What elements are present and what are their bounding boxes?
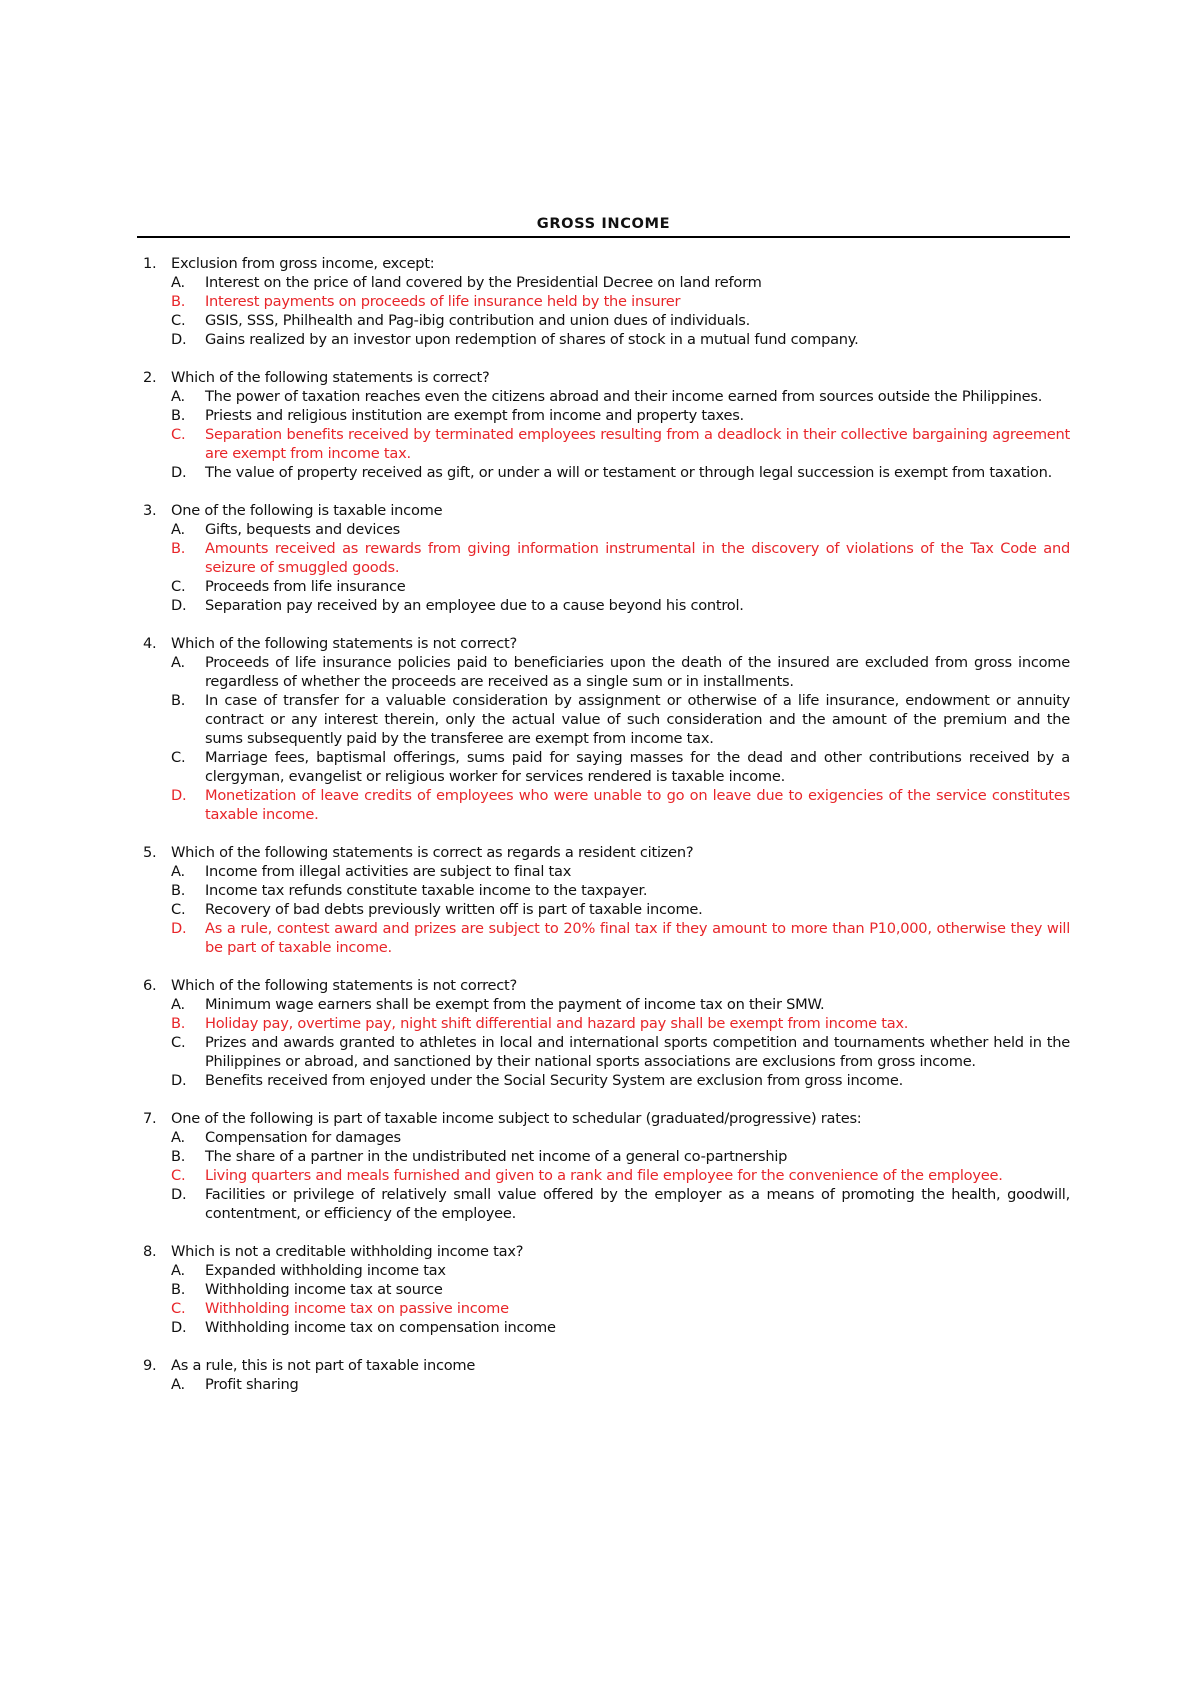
option-text: Proceeds of life insurance policies paid to beneficiaries upon the death of the insured are excluded from gross income regardless of whether the proceeds are received as a single sum or in installments.: [205, 654, 1070, 690]
answer-option-correct: [171, 1166, 1070, 1185]
option-letter: D.: [171, 1319, 187, 1336]
question-line: [137, 976, 1070, 995]
answer-option: [171, 653, 1070, 691]
answer-option-correct: [171, 1014, 1070, 1033]
question-line: [137, 634, 1070, 653]
answer-option: [171, 273, 1070, 292]
question-item: [137, 843, 1070, 957]
option-letter: C.: [171, 749, 186, 766]
option-text: The power of taxation reaches even the citizens abroad and their income earned from sources outside the Philippines.: [205, 388, 1043, 405]
option-letter: C.: [171, 426, 186, 443]
option-letter: D.: [171, 1072, 187, 1089]
option-text: Separation pay received by an employee due to a cause beyond his control.: [205, 597, 744, 614]
option-text: Separation benefits received by terminated employees resulting from a deadlock in their collective bargaining agreement are exempt from income tax.: [205, 426, 1070, 462]
option-text: Profit sharing: [205, 1376, 299, 1393]
option-text: Living quarters and meals furnished and given to a rank and file employee for the convenience of the employee.: [205, 1167, 1003, 1184]
option-text: Proceeds from life insurance: [205, 578, 406, 595]
option-letter: B.: [171, 692, 186, 709]
question-text: As a rule, this is not part of taxable income: [171, 1357, 476, 1374]
option-letter: C.: [171, 312, 186, 329]
answer-option: [171, 406, 1070, 425]
question-number: 3.: [143, 502, 157, 519]
option-text: Monetization of leave credits of employees who were unable to go on leave due to exigencies of the service constitutes taxable income.: [205, 787, 1070, 823]
answer-option: [171, 1261, 1070, 1280]
option-text: Minimum wage earners shall be exempt from the payment of income tax on their SMW.: [205, 996, 825, 1013]
answer-option: [171, 1375, 1070, 1394]
option-letter: B.: [171, 1148, 186, 1165]
option-letter: A.: [171, 654, 185, 671]
option-text: Prizes and awards granted to athletes in local and international sports competition and tournaments whether held in the Philippines or abroad, and sanctioned by their national sports associations are exclusions from gross income.: [205, 1034, 1070, 1070]
option-letter: A.: [171, 521, 185, 538]
option-letter: C.: [171, 1300, 186, 1317]
document-content: [137, 214, 1070, 1413]
answer-option: [171, 1147, 1070, 1166]
option-text: Amounts received as rewards from giving information instrumental in the discovery of violations of the Tax Code and seizure of smuggled goods.: [205, 540, 1070, 576]
question-text: Which of the following statements is not correct?: [171, 977, 517, 994]
question-item: [137, 1242, 1070, 1337]
option-letter: D.: [171, 787, 187, 804]
option-letter: B.: [171, 1281, 186, 1298]
option-text: Marriage fees, baptismal offerings, sums paid for saying masses for the dead and other contributions received by a clergyman, evangelist or religious worker for services rendered is taxable income.: [205, 749, 1070, 785]
question-number: 6.: [143, 977, 157, 994]
option-text: Interest on the price of land covered by the Presidential Decree on land reform: [205, 274, 762, 291]
question-text: Exclusion from gross income, except:: [171, 255, 435, 272]
option-letter: A.: [171, 996, 185, 1013]
question-text: One of the following is taxable income: [171, 502, 443, 519]
question-text: One of the following is part of taxable income subject to schedular (graduated/progressive) rates:: [171, 1110, 862, 1127]
question-line: [137, 501, 1070, 520]
option-text: Benefits received from enjoyed under the Social Security System are exclusion from gross income.: [205, 1072, 903, 1089]
answer-option: [171, 862, 1070, 881]
answer-option: [171, 1280, 1070, 1299]
option-letter: B.: [171, 1015, 186, 1032]
question-text: Which of the following statements is not correct?: [171, 635, 517, 652]
option-text: Interest payments on proceeds of life insurance held by the insurer: [205, 293, 681, 310]
question-number: 1.: [143, 255, 157, 272]
option-text: GSIS, SSS, Philhealth and Pag-ibig contribution and union dues of individuals.: [205, 312, 751, 329]
question-item: [137, 254, 1070, 349]
answer-option: [171, 995, 1070, 1014]
answer-option-correct: [171, 919, 1070, 957]
option-letter: B.: [171, 407, 186, 424]
option-letter: A.: [171, 274, 185, 291]
option-text: Priests and religious institution are exempt from income and property taxes.: [205, 407, 744, 424]
option-text: Income from illegal activities are subject to final tax: [205, 863, 572, 880]
answer-option-correct: [171, 1299, 1070, 1318]
question-item: [137, 976, 1070, 1090]
answer-option: [171, 1185, 1070, 1223]
option-text: Gains realized by an investor upon redemption of shares of stock in a mutual fund company.: [205, 331, 859, 348]
option-text: Compensation for damages: [205, 1129, 401, 1146]
option-letter: B.: [171, 882, 186, 899]
answer-option: [171, 900, 1070, 919]
answer-option-correct: [171, 539, 1070, 577]
answer-option: [171, 330, 1070, 349]
question-line: [137, 368, 1070, 387]
option-text: As a rule, contest award and prizes are subject to 20% final tax if they amount to more than P10,000, otherwise they will be part of taxable income.: [205, 920, 1070, 956]
question-line: [137, 843, 1070, 862]
answer-option: [171, 691, 1070, 748]
option-text: Recovery of bad debts previously written off is part of taxable income.: [205, 901, 703, 918]
question-number: 8.: [143, 1243, 157, 1260]
option-letter: A.: [171, 863, 185, 880]
answer-option-correct: [171, 425, 1070, 463]
question-line: [137, 1242, 1070, 1261]
question-list: [137, 254, 1070, 1394]
question-item: [137, 1356, 1070, 1394]
option-letter: B.: [171, 293, 186, 310]
option-text: Withholding income tax on compensation income: [205, 1319, 556, 1336]
answer-option: [171, 577, 1070, 596]
answer-option: [171, 1033, 1070, 1071]
option-text: Gifts, bequests and devices: [205, 521, 401, 538]
answer-option: [171, 748, 1070, 786]
option-letter: D.: [171, 1186, 187, 1203]
question-item: [137, 501, 1070, 615]
answer-option: [171, 881, 1070, 900]
option-text: Withholding income tax on passive income: [205, 1300, 509, 1317]
question-number: 2.: [143, 369, 157, 386]
page-title: GROSS INCOME: [536, 215, 671, 232]
question-text: Which of the following statements is correct?: [171, 369, 490, 386]
answer-option: [171, 596, 1070, 615]
option-letter: D.: [171, 464, 187, 481]
question-line: [137, 1356, 1070, 1375]
option-letter: A.: [171, 1262, 185, 1279]
question-number: 5.: [143, 844, 157, 861]
option-text: Holiday pay, overtime pay, night shift differential and hazard pay shall be exempt from income tax.: [205, 1015, 909, 1032]
answer-option: [171, 1318, 1070, 1337]
question-number: 4.: [143, 635, 157, 652]
answer-option: [171, 311, 1070, 330]
question-text: Which is not a creditable withholding income tax?: [171, 1243, 524, 1260]
option-text: The share of a partner in the undistributed net income of a general co-partnership: [205, 1148, 788, 1165]
answer-option: [171, 1071, 1070, 1090]
option-text: Withholding income tax at source: [205, 1281, 443, 1298]
option-letter: D.: [171, 597, 187, 614]
option-letter: C.: [171, 578, 186, 595]
question-item: [137, 1109, 1070, 1223]
answer-option: [171, 520, 1070, 539]
option-letter: A.: [171, 1376, 185, 1393]
question-number: 9.: [143, 1357, 157, 1374]
question-number: 7.: [143, 1110, 157, 1127]
question-item: [137, 368, 1070, 482]
question-line: [137, 1109, 1070, 1128]
option-letter: A.: [171, 388, 185, 405]
question-line: [137, 254, 1070, 273]
option-text: The value of property received as gift, or under a will or testament or through legal succession is exempt from taxation.: [205, 464, 1052, 481]
question-text: Which of the following statements is correct as regards a resident citizen?: [171, 844, 694, 861]
option-letter: B.: [171, 540, 186, 557]
option-text: Income tax refunds constitute taxable income to the taxpayer.: [205, 882, 648, 899]
option-text: Expanded withholding income tax: [205, 1262, 446, 1279]
option-letter: A.: [171, 1129, 185, 1146]
option-letter: D.: [171, 331, 187, 348]
answer-option-correct: [171, 786, 1070, 824]
question-item: [137, 634, 1070, 824]
title-rule-divider: [137, 236, 1070, 238]
option-text: Facilities or privilege of relatively small value offered by the employer as a means of promoting the health, goodwill, contentment, or efficiency of the employee.: [205, 1186, 1070, 1222]
option-letter: C.: [171, 1167, 186, 1184]
option-letter: D.: [171, 920, 187, 937]
answer-option: [171, 463, 1070, 482]
answer-option-correct: [171, 292, 1070, 311]
answer-option: [171, 387, 1070, 406]
option-letter: C.: [171, 1034, 186, 1051]
option-letter: C.: [171, 901, 186, 918]
answer-option: [171, 1128, 1070, 1147]
option-text: In case of transfer for a valuable consideration by assignment or otherwise of a life insurance, endowment or annuity contract or any interest therein, only the actual value of such consideration and the amount of the premium and the sums subsequently paid by the transferee are exempt from income tax.: [205, 692, 1070, 747]
